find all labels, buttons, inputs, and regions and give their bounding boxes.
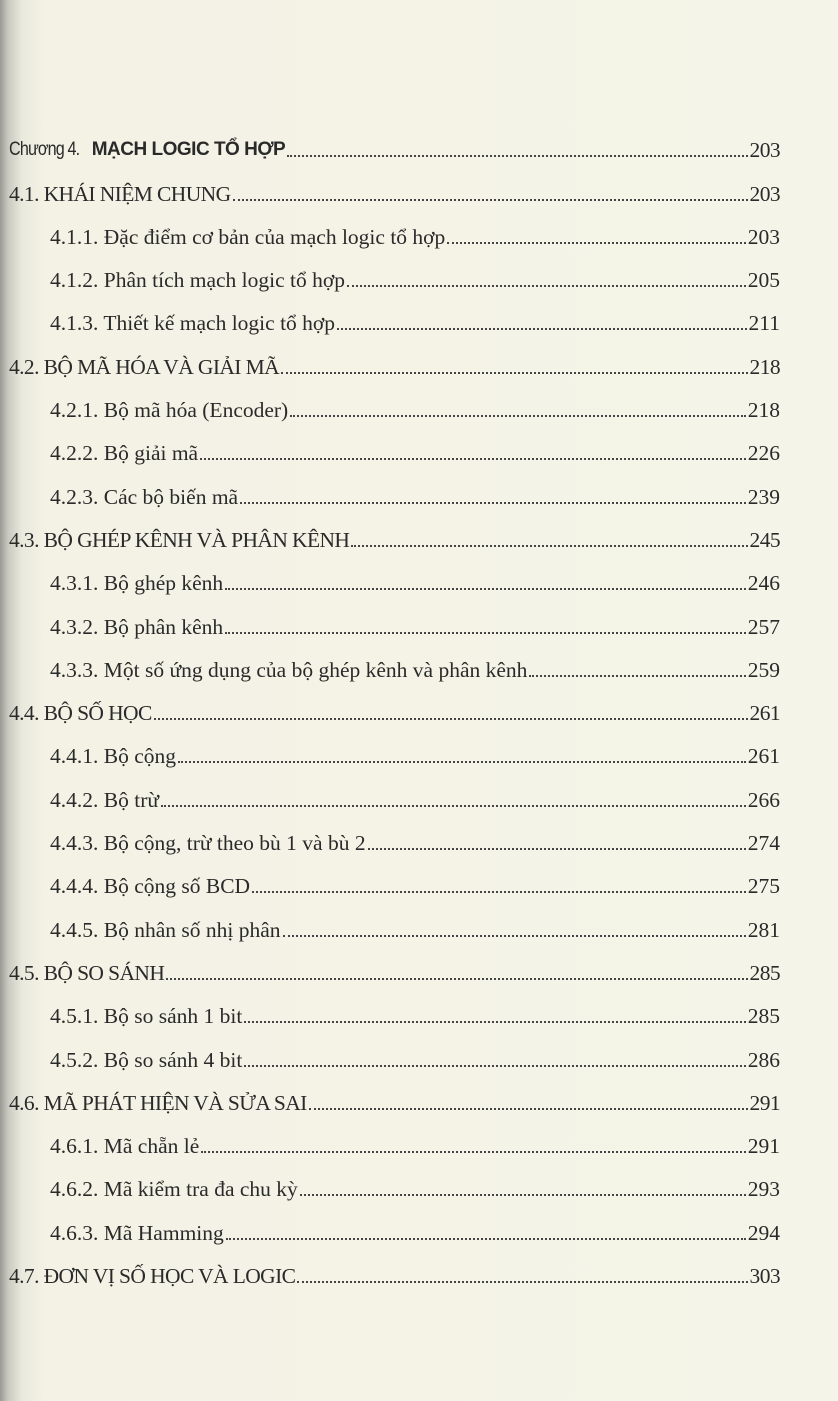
page-number: 203 — [749, 138, 780, 163]
toc-subsection-entry — [0, 856, 780, 899]
dot-leader — [244, 1065, 745, 1067]
entry-title: 4.6.1. Mã chẵn lẻ — [50, 1134, 200, 1159]
toc-subsection-entry — [0, 1159, 780, 1202]
dot-leader — [309, 1108, 748, 1110]
entry-title: 4.4.3. Bộ cộng, trừ theo bù 1 và bù 2 — [50, 831, 366, 856]
dot-leader — [244, 1021, 745, 1023]
toc-subsection-entry — [0, 293, 780, 336]
toc-chapter-entry — [0, 120, 780, 163]
page-number: 261 — [747, 744, 780, 769]
toc-section-entry — [0, 1246, 780, 1289]
toc-subsection-entry — [0, 1116, 780, 1159]
toc-section-entry — [0, 510, 780, 553]
toc-subsection-entry — [0, 207, 780, 250]
dot-leader — [297, 1281, 747, 1283]
toc-subsection-entry — [0, 640, 780, 683]
dot-leader — [154, 718, 748, 720]
toc-subsection-entry — [0, 466, 780, 509]
toc-section-entry — [0, 1073, 780, 1116]
toc-subsection-entry — [0, 380, 780, 423]
page-number: 211 — [748, 311, 780, 336]
toc-subsection-entry — [0, 250, 780, 293]
dot-leader — [225, 588, 746, 590]
page-number: 274 — [747, 831, 780, 856]
page-number: 294 — [747, 1220, 780, 1245]
dot-leader — [200, 458, 746, 460]
page-number: 226 — [747, 441, 780, 466]
toc-subsection-entry — [0, 769, 780, 812]
entry-title: 4.4.2. Bộ trừ — [50, 787, 160, 812]
entry-title: 4.1.1. Đặc điểm cơ bản của mạch logic tổ hợp — [50, 224, 446, 249]
entry-title: 4.5. BỘ SO SÁNH — [9, 960, 165, 985]
dot-leader — [201, 1151, 745, 1153]
page-number: 266 — [747, 787, 780, 812]
toc-subsection-entry — [0, 899, 780, 942]
dot-leader — [226, 1238, 746, 1240]
page-number: 286 — [747, 1047, 780, 1072]
entry-title: 4.3.1. Bộ ghép kênh — [50, 571, 224, 596]
entry-title: 4.2. BỘ MÃ HÓA VÀ GIẢI MÃ — [9, 354, 280, 379]
page-number: 291 — [749, 1090, 780, 1115]
dot-leader — [252, 891, 746, 893]
toc-subsection-entry — [0, 813, 780, 856]
page-number: 285 — [749, 960, 780, 985]
toc-section-entry — [0, 336, 780, 379]
toc-section-entry — [0, 163, 780, 206]
entry-title: 4.3.2. Bộ phân kênh — [50, 614, 224, 639]
dot-leader — [300, 1194, 746, 1196]
dot-leader — [287, 155, 747, 157]
chapter-title: Chương 4.MẠCH LOGIC TỔ HỢP — [9, 139, 286, 161]
dot-leader — [290, 415, 746, 417]
page-number: 259 — [747, 657, 780, 682]
toc-subsection-entry — [0, 596, 780, 639]
dot-leader — [166, 978, 747, 980]
page-number: 245 — [749, 527, 780, 552]
dot-leader — [240, 502, 746, 504]
toc-section-entry — [0, 943, 780, 986]
entry-title: 4.7. ĐƠN VỊ SỐ HỌC VÀ LOGIC — [9, 1264, 296, 1289]
page-number: 281 — [747, 917, 780, 942]
entry-title: 4.6.3. Mã Hamming — [50, 1220, 224, 1245]
entry-title: 4.2.2. Bộ giải mã — [50, 441, 199, 466]
toc-subsection-entry — [0, 1029, 780, 1072]
page-number: 257 — [747, 614, 780, 639]
page-number: 218 — [747, 398, 780, 423]
toc-subsection-entry — [0, 726, 780, 769]
dot-leader — [337, 328, 747, 330]
dot-leader — [233, 199, 748, 201]
page-number: 261 — [749, 701, 780, 726]
dot-leader — [347, 285, 746, 287]
page-number: 239 — [747, 484, 780, 509]
entry-title: 4.4. BỘ SỐ HỌC — [9, 701, 152, 726]
entry-title: 4.2.3. Các bộ biến mã — [50, 484, 239, 509]
page-number: 291 — [747, 1134, 780, 1159]
dot-leader — [161, 805, 746, 807]
entry-title: 4.2.1. Bộ mã hóa (Encoder) — [50, 398, 289, 423]
dot-leader — [447, 242, 745, 244]
entry-title: 4.4.4. Bộ cộng số BCD — [50, 874, 251, 899]
page-number: 303 — [749, 1264, 780, 1289]
toc-section-entry — [0, 683, 780, 726]
page-number: 275 — [747, 874, 780, 899]
page-number: 205 — [747, 268, 780, 293]
dot-leader — [368, 848, 746, 850]
page-number: 218 — [749, 354, 780, 379]
entry-title: 4.1.2. Phân tích mạch logic tổ hợp — [50, 268, 346, 293]
entry-title: 4.5.1. Bộ so sánh 1 bit — [50, 1004, 243, 1029]
entry-title: 4.4.5. Bộ nhân số nhị phân — [50, 917, 281, 942]
entry-title: 4.4.1. Bộ cộng — [50, 744, 177, 769]
entry-title: 4.1. KHÁI NIỆM CHUNG — [9, 181, 231, 206]
toc-subsection-entry — [0, 553, 780, 596]
entry-title: 4.5.2. Bộ so sánh 4 bit — [50, 1047, 243, 1072]
dot-leader — [529, 675, 745, 677]
page-number: 203 — [749, 181, 780, 206]
entry-title: 4.6.2. Mã kiểm tra đa chu kỳ — [50, 1177, 298, 1202]
page-number: 293 — [747, 1177, 780, 1202]
dot-leader — [178, 761, 746, 763]
toc-subsection-entry — [0, 423, 780, 466]
dot-leader — [283, 935, 746, 937]
dot-leader — [225, 632, 746, 634]
page-number: 246 — [747, 571, 780, 596]
dot-leader — [351, 545, 747, 547]
page-number: 203 — [747, 224, 780, 249]
entry-title: 4.6. MÃ PHÁT HIỆN VÀ SỬA SAI — [9, 1090, 307, 1115]
entry-title: 4.3. BỘ GHÉP KÊNH VÀ PHÂN KÊNH — [9, 527, 350, 552]
entry-title: 4.1.3. Thiết kế mạch logic tổ hợp — [50, 311, 336, 336]
toc-subsection-entry — [0, 986, 780, 1029]
toc-subsection-entry — [0, 1202, 780, 1245]
dot-leader — [281, 372, 747, 374]
page-number: 285 — [747, 1004, 780, 1029]
entry-title: 4.3.3. Một số ứng dụng của bộ ghép kênh và phân kênh — [50, 657, 528, 682]
table-of-contents — [0, 120, 780, 1289]
